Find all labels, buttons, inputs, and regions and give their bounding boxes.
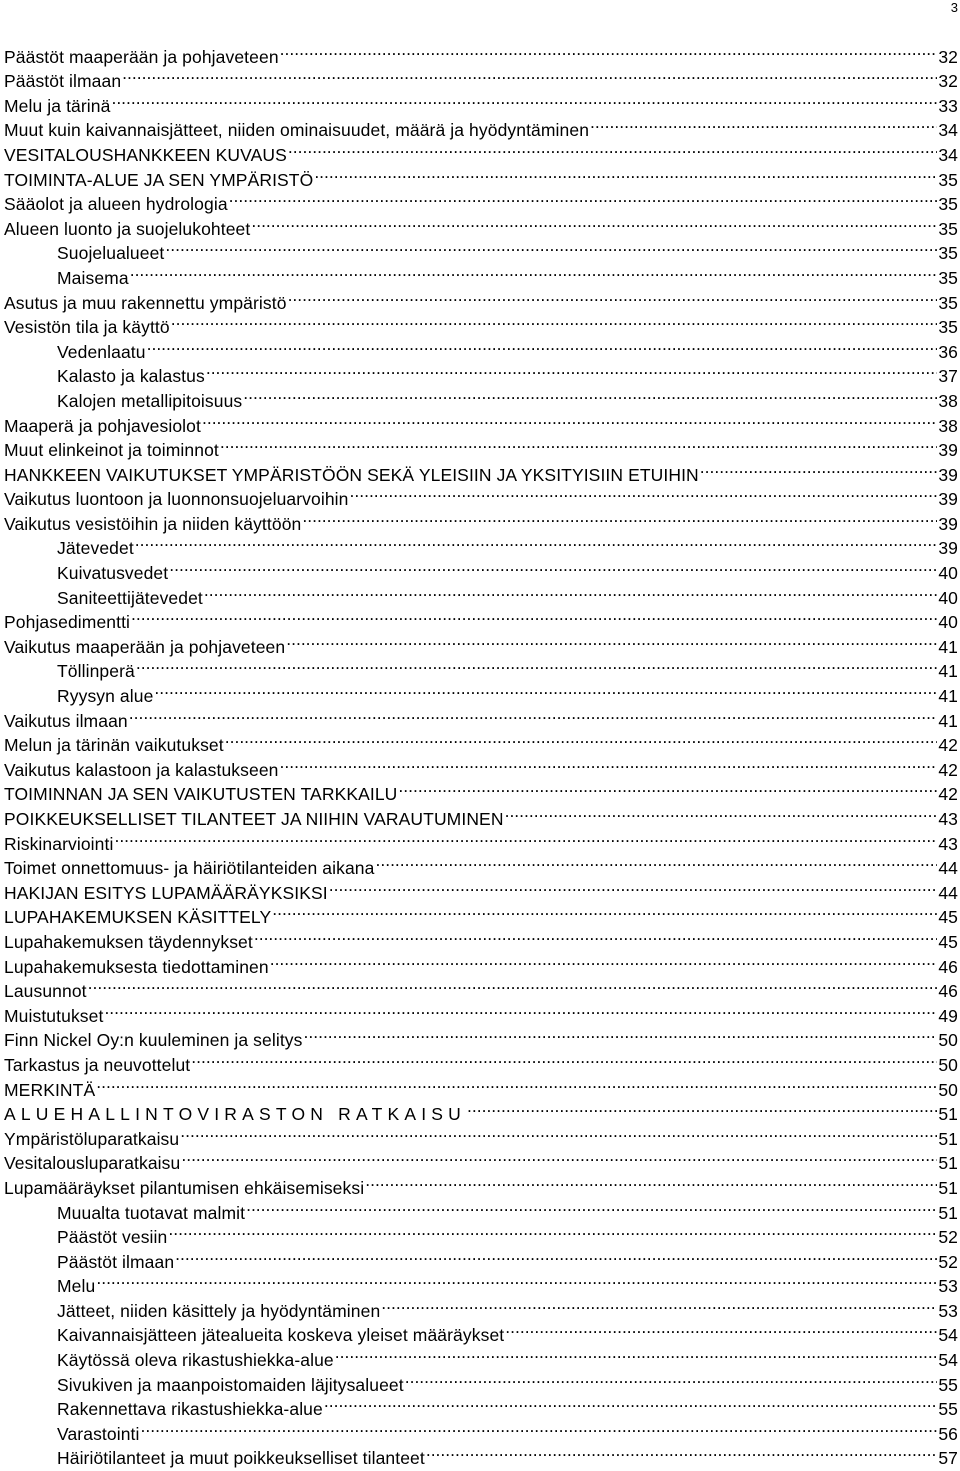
toc-dot-leader (131, 604, 937, 629)
toc-entry-label: Päästöt maaperään ja pohjaveteen (4, 46, 279, 67)
toc-entry-page: 41 (938, 686, 958, 707)
toc-entry-page: 45 (938, 907, 958, 928)
toc-entry[interactable] (4, 530, 958, 559)
toc-dot-leader (246, 1194, 937, 1219)
toc-dot-leader (286, 628, 937, 653)
toc-entry-label: Melun ja tärinän vaikutukset (4, 735, 224, 756)
toc-entry-page: 38 (938, 415, 958, 436)
toc-entry-page: 44 (938, 858, 958, 879)
toc-entry-label: HANKKEEN VAIKUTUKSET YMPÄRISTÖÖN SEKÄ YLEISIIN JA YKSITYISIIN ETUIHIN (4, 464, 699, 485)
toc-entry-page: 51 (938, 1128, 958, 1149)
toc-dot-leader (220, 432, 937, 457)
toc-entry-label: Melu ja tärinä (4, 95, 111, 116)
toc-entry-page: 49 (938, 1005, 958, 1026)
toc-entry[interactable] (4, 825, 958, 854)
toc-entry[interactable] (4, 850, 958, 879)
toc-entry-label: Alueen luonto ja suojelukohteet (4, 218, 251, 239)
toc-entry-page: 54 (938, 1350, 958, 1371)
toc-entry[interactable] (4, 604, 958, 633)
toc-entry-label: LUPAHAKEMUKSEN KÄSITTELY (4, 907, 272, 928)
toc-entry-label: MERKINTÄ (4, 1079, 96, 1100)
toc-entry-page: 39 (938, 513, 958, 534)
toc-entry[interactable] (4, 38, 958, 67)
toc-entry-page: 35 (938, 218, 958, 239)
toc-entry-label: Vaikutus kalastoon ja kalastukseen (4, 759, 279, 780)
toc-dot-leader (154, 677, 937, 702)
toc-entry-page: 51 (938, 1153, 958, 1174)
toc-dot-leader (288, 136, 937, 161)
toc-entry-label: Toimet onnettomuus- ja häiriötilanteiden aikana (4, 858, 375, 879)
toc-dot-leader (204, 579, 937, 604)
toc-entry-label: Kaivannaisjätteen jätealueita koskeva yleiset määräykset (57, 1325, 505, 1346)
toc-entry-label: Päästöt ilmaan (57, 1251, 175, 1272)
toc-entry-label: Muualta tuotavat malmit (57, 1202, 246, 1223)
toc-entry-page: 53 (938, 1300, 958, 1321)
toc-entry-label: Vaikutus luontoon ja luonnonsuojeluarvoihin (4, 489, 349, 510)
toc-entry-page: 34 (938, 144, 958, 165)
toc-dot-leader (175, 1243, 937, 1268)
toc-entry-label: Riskinarviointi (4, 833, 114, 854)
toc-entry-label: Kalojen metallipitoisuus (57, 390, 243, 411)
toc-dot-leader (304, 1022, 938, 1047)
toc-entry[interactable] (4, 653, 958, 682)
toc-entry-label: Jätteet, niiden käsittely ja hyödyntäminen (57, 1300, 381, 1321)
toc-entry-page: 35 (938, 194, 958, 215)
toc-entry[interactable] (4, 112, 958, 141)
toc-dot-leader (122, 63, 937, 88)
toc-entry-page: 35 (938, 317, 958, 338)
toc-entry-label: Ympäristöluparatkaisu (4, 1128, 180, 1149)
toc-entry-page: 40 (938, 587, 958, 608)
toc-entry-page: 36 (938, 341, 958, 362)
toc-entry[interactable] (4, 333, 958, 362)
toc-entry[interactable] (4, 1440, 958, 1469)
toc-entry-page: 52 (938, 1251, 958, 1272)
toc-entry-page: 55 (938, 1374, 958, 1395)
toc-entry-label: Saniteettijätevedet (57, 587, 203, 608)
toc-entry-label: Kalasto ja kalastus (57, 366, 205, 387)
toc-entry-label: POIKKEUKSELLISET TILANTEET JA NIIHIN VARAUTUMINEN (4, 809, 504, 829)
toc-entry[interactable] (4, 727, 958, 756)
toc-dot-leader (324, 1391, 937, 1416)
toc-entry-page: 55 (938, 1399, 958, 1420)
toc-entry-page: 39 (938, 464, 958, 485)
toc-entry-page: 51 (938, 1202, 958, 1223)
toc-entry-page: 37 (938, 366, 958, 387)
toc-entry-page: 51 (938, 1104, 958, 1125)
toc-dot-leader (405, 1366, 938, 1391)
toc-dot-leader (169, 554, 937, 579)
toc-entry-page: 38 (938, 390, 958, 411)
toc-entry[interactable] (4, 259, 958, 288)
toc-entry[interactable] (4, 1071, 958, 1100)
toc-entry-page: 56 (938, 1423, 958, 1444)
toc-entry[interactable] (4, 358, 958, 387)
toc-entry-label: Pohjasedimentti (4, 612, 131, 633)
toc-entry-label: VESITALOUSHANKKEEN KUVAUS (4, 144, 287, 165)
toc-entry-page: 42 (938, 735, 958, 756)
toc-entry-label: Vesitalousluparatkaisu (4, 1153, 181, 1174)
toc-entry-page: 44 (938, 882, 958, 903)
toc-dot-leader (700, 456, 938, 481)
toc-entry-label: Maisema (57, 267, 129, 288)
toc-dot-leader (375, 850, 937, 875)
toc-entry-page: 40 (938, 612, 958, 633)
toc-dot-leader (225, 727, 938, 752)
toc-dot-leader (270, 948, 938, 973)
toc-entry-label: Vedenlaatu (57, 341, 146, 362)
toc-dot-leader (130, 259, 938, 284)
toc-entry-page: 40 (938, 563, 958, 584)
toc-entry-page: 35 (938, 292, 958, 313)
toc-dot-leader (350, 481, 938, 506)
toc-entry-label: Töllinperä (57, 661, 135, 682)
toc-entry[interactable] (4, 63, 958, 92)
toc-entry-page: 45 (938, 931, 958, 952)
toc-entry-label: Vaikutus vesistöihin ja niiden käyttöön (4, 513, 302, 534)
toc-dot-leader (398, 776, 937, 801)
toc-entry[interactable] (4, 702, 958, 731)
toc-entry-page: 32 (938, 46, 958, 67)
toc-dot-leader (206, 358, 938, 383)
toc-entry-page: 57 (938, 1448, 958, 1469)
toc-dot-leader (590, 112, 937, 137)
toc-entry-label: Muistutukset (4, 1005, 104, 1026)
toc-entry-label: Melu (57, 1276, 96, 1297)
toc-dot-leader (272, 899, 937, 924)
toc-entry-page: 35 (938, 169, 958, 190)
toc-dot-leader (329, 874, 938, 899)
toc-entry-label: Muut kuin kaivannaisjätteet, niiden ominaisuudet, määrä ja hyödyntäminen (4, 120, 590, 141)
toc-entry-label: Lupamääräykset pilantumisen ehkäisemiseksi (4, 1177, 365, 1198)
toc-entry-page: 50 (938, 1030, 958, 1051)
toc-entry-label: Rakennettava rikastushiekka-alue (57, 1399, 323, 1420)
toc-entry-label: Lausunnot (4, 981, 87, 1002)
toc-entry-page: 39 (938, 489, 958, 510)
toc-entry-label: Muut elinkeinot ja toiminnot (4, 440, 219, 461)
toc-dot-leader (288, 284, 938, 309)
toc-entry-page: 52 (938, 1227, 958, 1248)
toc-dot-leader (505, 1317, 937, 1342)
toc-entry[interactable] (4, 1292, 958, 1321)
toc-entry-page: 34 (938, 120, 958, 141)
toc-dot-leader (467, 1096, 937, 1121)
toc-entry-page: 50 (938, 1054, 958, 1075)
toc-entry-label: Sivukiven ja maanpoistomaiden läjitysalueet (57, 1374, 404, 1395)
toc-entry[interactable] (4, 1022, 958, 1051)
toc-dot-leader (136, 653, 937, 678)
toc-dot-leader (191, 1046, 937, 1071)
toc-entry-label: Ryysyn alue (57, 686, 154, 707)
toc-dot-leader (165, 235, 937, 260)
toc-entry-label: Tarkastus ja neuvottelut (4, 1054, 191, 1075)
toc-dot-leader (335, 1341, 938, 1366)
toc-dot-leader (129, 702, 938, 727)
toc-entry-page: 54 (938, 1325, 958, 1346)
toc-entry-page: 42 (938, 759, 958, 780)
toc-entry-label: HAKIJAN ESITYS LUPAMÄÄRÄYKSIKSI (4, 882, 328, 903)
toc-entry[interactable] (4, 997, 958, 1026)
toc-entry-label: Häiriötilanteet ja muut poikkeukselliset tilanteet (57, 1448, 425, 1469)
toc-dot-leader (140, 1415, 937, 1440)
toc-entry-label: ALUEHALLINTOVIRASTON RATKAISU (4, 1104, 466, 1125)
toc-entry[interactable] (4, 284, 958, 313)
toc-entry-page: 50 (938, 1079, 958, 1100)
toc-dot-leader (114, 825, 937, 850)
toc-dot-leader (202, 407, 937, 432)
toc-entry[interactable] (4, 554, 958, 584)
toc-dot-leader (135, 530, 938, 555)
toc-entry-label: Käytössä oleva rikastushiekka-alue (57, 1350, 334, 1371)
toc-entry-page: 42 (938, 784, 958, 805)
toc-dot-leader (365, 1169, 937, 1194)
toc-dot-leader (426, 1440, 938, 1465)
toc-entry[interactable] (4, 677, 958, 707)
toc-dot-leader (314, 161, 937, 186)
toc-entry-label: Jätevedet (57, 538, 134, 559)
toc-dot-leader (88, 973, 938, 998)
toc-dot-leader (168, 1219, 937, 1244)
toc-entry-label: Lupahakemuksesta tiedottaminen (4, 956, 269, 977)
toc-dot-leader (96, 1268, 937, 1293)
toc-entry-label: Kuivatusvedet (57, 563, 169, 584)
toc-entry-page: 35 (938, 267, 958, 288)
toc-dot-leader (302, 505, 937, 530)
toc-entry[interactable] (4, 1415, 958, 1444)
toc-entry-label: Varastointi (57, 1423, 140, 1444)
toc-dot-leader (280, 38, 938, 63)
toc-entry[interactable] (4, 628, 958, 657)
toc-entry-page: 41 (938, 661, 958, 682)
toc-entry-label: Vaikutus ilmaan (4, 710, 128, 731)
toc-entry-page: 43 (938, 809, 958, 829)
toc-entry-page: 41 (938, 636, 958, 657)
page-number: 3 (950, 0, 958, 15)
toc-dot-leader (180, 1120, 937, 1145)
toc-dot-leader (280, 751, 938, 776)
toc-entry-page: 33 (938, 95, 958, 116)
toc-entry[interactable] (4, 1268, 958, 1297)
toc-entry-label: Maaperä ja pohjavesiolot (4, 415, 201, 436)
toc-entry-label: Vesistön tila ja käyttö (4, 317, 170, 338)
toc-entry[interactable] (4, 87, 958, 116)
toc-entry-page: 43 (938, 833, 958, 854)
toc-dot-leader (254, 923, 937, 948)
toc-entry[interactable] (4, 973, 958, 1002)
toc-dot-leader (243, 382, 937, 407)
toc-entry-label: Päästöt ilmaan (4, 71, 122, 92)
toc-dot-leader (111, 87, 937, 112)
toc-entry-label: Suojelualueet (57, 243, 165, 264)
toc-dot-leader (505, 800, 938, 825)
toc-dot-leader (171, 309, 938, 334)
toc-entry-page: 39 (938, 440, 958, 461)
toc-entry-label: TOIMINNAN JA SEN VAIKUTUSTEN TARKKAILU (4, 784, 398, 805)
toc-entry-page: 32 (938, 71, 958, 92)
toc-entry-page: 51 (938, 1177, 958, 1198)
toc-dot-leader (104, 997, 937, 1022)
toc-dot-leader (251, 210, 937, 235)
toc-dot-leader (147, 333, 938, 358)
toc-entry[interactable] (4, 1096, 958, 1125)
table-of-contents (4, 38, 958, 1469)
toc-entry-page: 35 (938, 243, 958, 264)
toc-entry-label: Päästöt vesiin (57, 1227, 168, 1248)
toc-entry-label: Lupahakemuksen täydennykset (4, 931, 253, 952)
toc-dot-leader (381, 1292, 937, 1317)
toc-entry-page: 41 (938, 710, 958, 731)
toc-entry-label: Asutus ja muu rakennettu ympäristö (4, 292, 287, 313)
toc-entry-label: Vaikutus maaperään ja pohjaveteen (4, 636, 286, 657)
toc-entry-label: TOIMINTA-ALUE JA SEN YMPÄRISTÖ (4, 169, 314, 190)
toc-dot-leader (96, 1071, 937, 1096)
toc-dot-leader (181, 1145, 937, 1170)
toc-entry-label: Finn Nickel Oy:n kuuleminen ja selitys (4, 1030, 303, 1051)
toc-dot-leader (229, 186, 938, 211)
toc-entry-page: 53 (938, 1276, 958, 1297)
toc-entry-label: Sääolot ja alueen hydrologia (4, 194, 228, 215)
toc-entry-page: 39 (938, 538, 958, 559)
toc-entry-page: 46 (938, 956, 958, 977)
toc-entry-page: 46 (938, 981, 958, 1002)
